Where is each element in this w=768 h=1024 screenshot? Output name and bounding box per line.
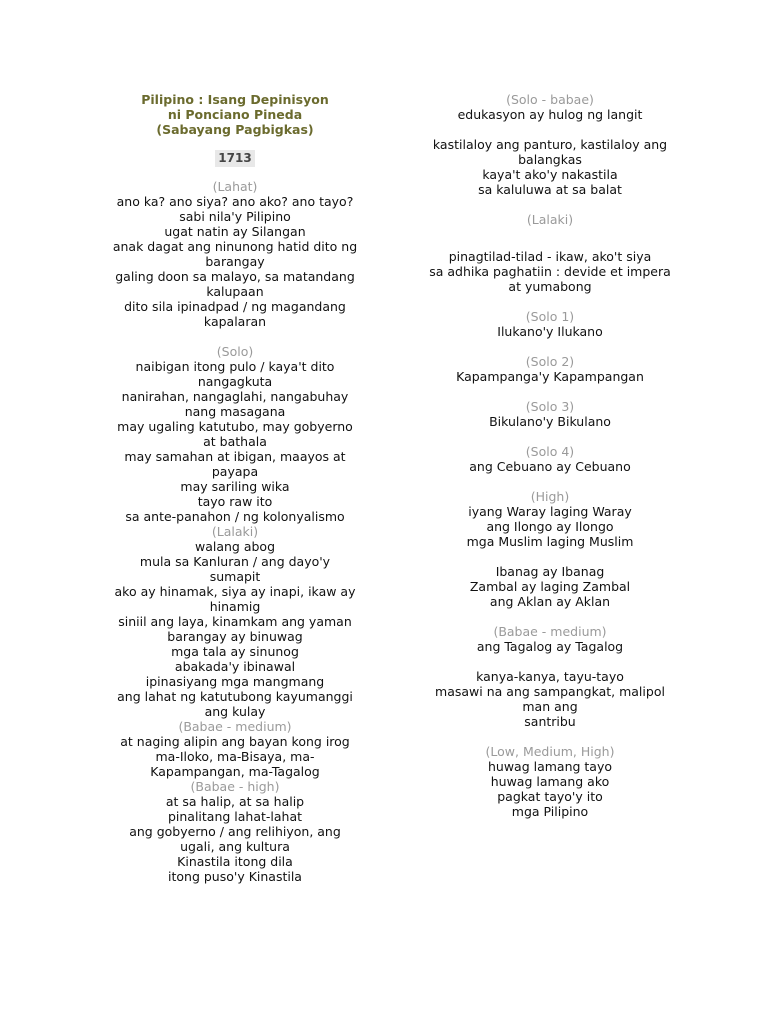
poem-line: huwag lamang ako <box>490 774 610 789</box>
poem-line: kastilaloy ang panturo, kastilaloy ang <box>432 137 668 152</box>
poem-line: tayo raw ito <box>197 494 273 509</box>
poem-line: at bathala <box>203 434 267 449</box>
poem-line: payapa <box>211 464 259 479</box>
poem-line: mga Pilipino <box>511 804 589 819</box>
poem-line: sa adhika paghatiin : devide et impera <box>429 264 671 279</box>
poem-line: hinamig <box>209 599 261 614</box>
stanza-solo <box>110 359 360 524</box>
poem-line: kaya't ako'y nakastila <box>482 167 618 182</box>
poem-line: ugali, ang kultura <box>180 839 290 854</box>
stanza-babae-high <box>110 794 360 884</box>
poem-line: ang kulay <box>204 704 266 719</box>
poem-line: nanirahan, nangaglahi, nangabuhay <box>121 389 349 404</box>
poem-line: mga tala ay sinunog <box>171 644 299 659</box>
poem-line: barangay ay binuwag <box>167 629 303 644</box>
poem-line: sabi nila'y Pilipino <box>179 209 291 224</box>
poem-line: itong puso'y Kinastila <box>168 869 302 884</box>
poem-title: Pilipino : Isang Depinisyon <box>141 92 329 107</box>
voice-label-babae-medium-right: (Babae - medium) <box>493 624 607 639</box>
poem-line: santribu <box>524 714 576 729</box>
stanza-babae-medium <box>110 734 360 779</box>
stanza-kanya <box>410 669 690 729</box>
year-badge-wrap <box>110 150 360 167</box>
poem-line: Bikulano'y Bikulano <box>489 414 611 429</box>
stanza-lalaki-right <box>410 249 690 294</box>
poem-line: ang lahat ng katutubong kayumanggi <box>117 689 353 704</box>
voice-label-low-medium-high: (Low, Medium, High) <box>485 744 615 759</box>
voice-label-solo4: (Solo 4) <box>525 444 575 459</box>
voice-label-lahat: (Lahat) <box>212 179 258 194</box>
poem-line: may ugaling katutubo, may gobyerno <box>117 419 353 434</box>
stanza-high <box>410 504 690 549</box>
poem-line: nangagkuta <box>197 374 273 389</box>
stanza-low <box>410 759 690 819</box>
poem-line: Kapampangan, ma-Tagalog <box>150 764 320 779</box>
poem-line: may sariling wika <box>180 479 290 494</box>
poem-line: naibigan itong pulo / kaya't dito <box>135 359 335 374</box>
poem-line: ako ay hinamak, siya ay inapi, ikaw ay <box>114 584 356 599</box>
poem-line: barangay <box>205 254 265 269</box>
poem-line: walang abog <box>194 539 276 554</box>
poem-line: siniil ang laya, kinamkam ang yaman <box>118 614 352 629</box>
poem-line: iyang Waray laging Waray <box>468 504 632 519</box>
poem-line: kalupaan <box>206 284 264 299</box>
poem-line: Ilukano'y Ilukano <box>497 324 603 339</box>
poem-line: kapalaran <box>203 314 267 329</box>
poem-line: mula sa Kanluran / ang dayo'y <box>139 554 331 569</box>
poem-line: ipinasiyang mga mangmang <box>145 674 325 689</box>
poem-line: man ang <box>522 699 578 714</box>
stanza-solo-babae <box>410 107 690 122</box>
voice-label-solo3: (Solo 3) <box>525 399 575 414</box>
stanza-lahat <box>110 194 360 329</box>
stanza-ibanag <box>410 564 690 609</box>
voice-label-solo2: (Solo 2) <box>525 354 575 369</box>
poem-line: sa kaluluwa at sa balat <box>478 182 622 197</box>
right-column <box>410 92 690 819</box>
poem-line: at sa halip, at sa halip <box>165 794 305 809</box>
stanza-lalaki <box>110 539 360 719</box>
poem-line: Kapampanga'y Kapampangan <box>456 369 644 384</box>
stanza-babae-medium-right <box>410 639 690 654</box>
left-column <box>110 92 360 884</box>
poem-line: ano ka? ano siya? ano ako? ano tayo? <box>116 194 354 209</box>
poem-line: huwag lamang tayo <box>487 759 613 774</box>
poem-line: sumapit <box>209 569 261 584</box>
poem-line: mga Muslim laging Muslim <box>466 534 634 549</box>
poem-line: ang Cebuano ay Cebuano <box>469 459 631 474</box>
year-badge: 1713 <box>215 150 254 167</box>
voice-label-solo: (Solo) <box>216 344 254 359</box>
poem-header <box>110 92 360 137</box>
poem-line: abakada'y ibinawal <box>174 659 296 674</box>
stanza-solo3 <box>410 414 690 429</box>
poem-author: ni Ponciano Pineda <box>167 107 303 122</box>
poem-line: Ibanag ay Ibanag <box>495 564 605 579</box>
voice-label-solo1: (Solo 1) <box>525 309 575 324</box>
stanza-kastila <box>410 137 690 197</box>
poem-line: ang Ilongo ay Ilongo <box>486 519 614 534</box>
poem-line: ang gobyerno / ang relihiyon, ang <box>129 824 341 839</box>
poem-line: Kinastila itong dila <box>177 854 293 869</box>
poem-subtitle: (Sabayang Pagbigkas) <box>156 122 314 137</box>
poem-line: pagkat tayo'y ito <box>497 789 603 804</box>
poem-line: edukasyon ay hulog ng langit <box>457 107 643 122</box>
poem-line: masawi na ang sampangkat, malipol <box>435 684 665 699</box>
poem-line: ang Tagalog ay Tagalog <box>476 639 624 654</box>
poem-line: sa ante-panahon / ng kolonyalismo <box>125 509 345 524</box>
poem-line: at naging alipin ang bayan kong irog <box>120 734 350 749</box>
poem-line: pinagtilad-tilad - ikaw, ako't siya <box>448 249 652 264</box>
stanza-solo4 <box>410 459 690 474</box>
poem-line: Zambal ay laging Zambal <box>469 579 631 594</box>
voice-label-lalaki: (Lalaki) <box>211 524 259 539</box>
poem-line: nang masagana <box>184 404 286 419</box>
poem-line: balangkas <box>518 152 582 167</box>
poem-line: ma-Iloko, ma-Bisaya, ma- <box>155 749 315 764</box>
stanza-solo2 <box>410 369 690 384</box>
poem-line: dito sila ipinadpad / ng magandang <box>124 299 346 314</box>
poem-line: galing doon sa malayo, sa matandang <box>115 269 355 284</box>
poem-line: anak dagat ang ninunong hatid dito ng <box>112 239 358 254</box>
stanza-solo1 <box>410 324 690 339</box>
voice-label-solo-babae: (Solo - babae) <box>506 92 594 107</box>
voice-label-high: (High) <box>530 489 570 504</box>
poem-line: may samahan at ibigan, maayos at <box>124 449 346 464</box>
poem-line: ugat natin ay Silangan <box>164 224 306 239</box>
poem-line: ang Aklan ay Aklan <box>489 594 611 609</box>
poem-line: at yumabong <box>508 279 592 294</box>
voice-label-babae-medium: (Babae - medium) <box>178 719 292 734</box>
poem-line: kanya-kanya, tayu-tayo <box>476 669 624 684</box>
poem-line: pinalitang lahat-lahat <box>167 809 303 824</box>
voice-label-babae-high: (Babae - high) <box>190 779 280 794</box>
voice-label-lalaki-right: (Lalaki) <box>526 212 574 227</box>
